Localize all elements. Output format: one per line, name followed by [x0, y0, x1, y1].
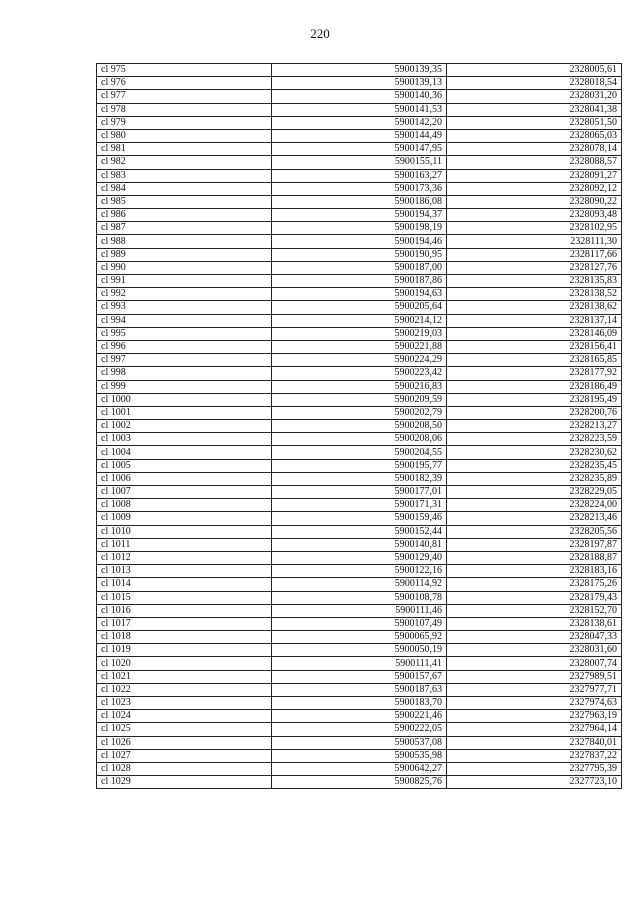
- table-row: [97, 538, 622, 551]
- y-coordinate-cell: 2328230,62: [447, 446, 622, 459]
- point-id-cell: cl 1014: [97, 578, 272, 591]
- x-coordinate-cell: 5900221,88: [272, 340, 447, 353]
- x-coordinate-cell: 5900642,27: [272, 762, 447, 775]
- point-id-cell: cl 1011: [97, 538, 272, 551]
- y-coordinate-cell: 2328213,27: [447, 420, 622, 433]
- table-row: [97, 420, 622, 433]
- coordinates-table: [96, 63, 622, 789]
- y-coordinate-cell: 2328092,12: [447, 182, 622, 195]
- point-id-cell: cl 1013: [97, 565, 272, 578]
- point-id-cell: cl 1017: [97, 617, 272, 630]
- x-coordinate-cell: 5900214,12: [272, 314, 447, 327]
- page-number: 220: [310, 26, 330, 41]
- y-coordinate-cell: 2328179,43: [447, 591, 622, 604]
- point-id-cell: cl 987: [97, 222, 272, 235]
- table-row: [97, 670, 622, 683]
- point-id-cell: cl 977: [97, 90, 272, 103]
- point-id-cell: cl 1026: [97, 736, 272, 749]
- point-id-cell: cl 996: [97, 340, 272, 353]
- x-coordinate-cell: 5900190,95: [272, 248, 447, 261]
- point-id-cell: cl 1016: [97, 604, 272, 617]
- x-coordinate-cell: 5900537,08: [272, 736, 447, 749]
- y-coordinate-cell: 2328195,49: [447, 393, 622, 406]
- point-id-cell: cl 1024: [97, 710, 272, 723]
- y-coordinate-cell: 2328235,45: [447, 459, 622, 472]
- table-row: [97, 340, 622, 353]
- table-row: [97, 314, 622, 327]
- x-coordinate-cell: 5900140,36: [272, 90, 447, 103]
- point-id-cell: cl 991: [97, 275, 272, 288]
- point-id-cell: cl 1022: [97, 683, 272, 696]
- x-coordinate-cell: 5900205,64: [272, 301, 447, 314]
- y-coordinate-cell: 2327964,14: [447, 723, 622, 736]
- table-row: [97, 762, 622, 775]
- table-row: [97, 327, 622, 340]
- y-coordinate-cell: 2328188,87: [447, 551, 622, 564]
- x-coordinate-cell: 5900108,78: [272, 591, 447, 604]
- table-row: [97, 182, 622, 195]
- x-coordinate-cell: 5900186,08: [272, 195, 447, 208]
- point-id-cell: cl 1004: [97, 446, 272, 459]
- point-id-cell: cl 982: [97, 156, 272, 169]
- y-coordinate-cell: 2327989,51: [447, 670, 622, 683]
- x-coordinate-cell: 5900221,46: [272, 710, 447, 723]
- table-row: [97, 604, 622, 617]
- x-coordinate-cell: 5900111,41: [272, 657, 447, 670]
- point-id-cell: cl 1002: [97, 420, 272, 433]
- y-coordinate-cell: 2328205,56: [447, 525, 622, 538]
- table-row: [97, 459, 622, 472]
- y-coordinate-cell: 2328093,48: [447, 209, 622, 222]
- x-coordinate-cell: 5900202,79: [272, 406, 447, 419]
- x-coordinate-cell: 5900144,49: [272, 129, 447, 142]
- y-coordinate-cell: 2328197,87: [447, 538, 622, 551]
- table-row: [97, 776, 622, 789]
- y-coordinate-cell: 2328078,14: [447, 143, 622, 156]
- y-coordinate-cell: 2328152,70: [447, 604, 622, 617]
- x-coordinate-cell: 5900114,92: [272, 578, 447, 591]
- x-coordinate-cell: 5900157,67: [272, 670, 447, 683]
- x-coordinate-cell: 5900111,46: [272, 604, 447, 617]
- x-coordinate-cell: 5900204,55: [272, 446, 447, 459]
- table-row: [97, 551, 622, 564]
- x-coordinate-cell: 5900183,70: [272, 697, 447, 710]
- x-coordinate-cell: 5900216,83: [272, 380, 447, 393]
- table-row: [97, 644, 622, 657]
- x-coordinate-cell: 5900139,13: [272, 77, 447, 90]
- x-coordinate-cell: 5900194,37: [272, 209, 447, 222]
- y-coordinate-cell: 2328137,14: [447, 314, 622, 327]
- y-coordinate-cell: 2328102,95: [447, 222, 622, 235]
- table-row: [97, 169, 622, 182]
- point-id-cell: cl 984: [97, 182, 272, 195]
- x-coordinate-cell: 5900163,27: [272, 169, 447, 182]
- x-coordinate-cell: 5900182,39: [272, 472, 447, 485]
- x-coordinate-cell: 5900050,19: [272, 644, 447, 657]
- y-coordinate-cell: 2328223,59: [447, 433, 622, 446]
- table-row: [97, 367, 622, 380]
- x-coordinate-cell: 5900187,63: [272, 683, 447, 696]
- y-coordinate-cell: 2328213,46: [447, 512, 622, 525]
- table-row: [97, 749, 622, 762]
- coordinates-table-body: [97, 64, 622, 789]
- y-coordinate-cell: 2328065,03: [447, 129, 622, 142]
- table-row: [97, 77, 622, 90]
- point-id-cell: cl 1020: [97, 657, 272, 670]
- y-coordinate-cell: 2328018,54: [447, 77, 622, 90]
- y-coordinate-cell: 2328117,66: [447, 248, 622, 261]
- point-id-cell: cl 998: [97, 367, 272, 380]
- x-coordinate-cell: 5900535,98: [272, 749, 447, 762]
- point-id-cell: cl 1009: [97, 512, 272, 525]
- point-id-cell: cl 988: [97, 235, 272, 248]
- table-row: [97, 275, 622, 288]
- y-coordinate-cell: 2327795,39: [447, 762, 622, 775]
- y-coordinate-cell: 2328165,85: [447, 354, 622, 367]
- table-row: [97, 657, 622, 670]
- y-coordinate-cell: 2327723,10: [447, 776, 622, 789]
- table-row: [97, 710, 622, 723]
- table-row: [97, 565, 622, 578]
- point-id-cell: cl 1027: [97, 749, 272, 762]
- table-row: [97, 472, 622, 485]
- table-row: [97, 222, 622, 235]
- point-id-cell: cl 994: [97, 314, 272, 327]
- table-row: [97, 736, 622, 749]
- point-id-cell: cl 993: [97, 301, 272, 314]
- table-row: [97, 209, 622, 222]
- y-coordinate-cell: 2328007,74: [447, 657, 622, 670]
- y-coordinate-cell: 2328175,26: [447, 578, 622, 591]
- y-coordinate-cell: 2328146,09: [447, 327, 622, 340]
- table-row: [97, 90, 622, 103]
- x-coordinate-cell: 5900224,29: [272, 354, 447, 367]
- x-coordinate-cell: 5900155,11: [272, 156, 447, 169]
- table-row: [97, 723, 622, 736]
- point-id-cell: cl 1015: [97, 591, 272, 604]
- y-coordinate-cell: 2327963,19: [447, 710, 622, 723]
- point-id-cell: cl 1008: [97, 499, 272, 512]
- table-row: [97, 433, 622, 446]
- x-coordinate-cell: 5900208,50: [272, 420, 447, 433]
- y-coordinate-cell: 2328127,76: [447, 261, 622, 274]
- y-coordinate-cell: 2328186,49: [447, 380, 622, 393]
- y-coordinate-cell: 2328111,30: [447, 235, 622, 248]
- y-coordinate-cell: 2328235,89: [447, 472, 622, 485]
- table-row: [97, 393, 622, 406]
- table-row: [97, 248, 622, 261]
- point-id-cell: cl 986: [97, 209, 272, 222]
- point-id-cell: cl 1012: [97, 551, 272, 564]
- y-coordinate-cell: 2328051,50: [447, 116, 622, 129]
- y-coordinate-cell: 2328156,41: [447, 340, 622, 353]
- x-coordinate-cell: 5900171,31: [272, 499, 447, 512]
- table-row: [97, 301, 622, 314]
- point-id-cell: cl 1005: [97, 459, 272, 472]
- table-row: [97, 525, 622, 538]
- table-row: [97, 195, 622, 208]
- y-coordinate-cell: 2328224,00: [447, 499, 622, 512]
- point-id-cell: cl 980: [97, 129, 272, 142]
- table-row: [97, 591, 622, 604]
- point-id-cell: cl 985: [97, 195, 272, 208]
- y-coordinate-cell: 2327837,22: [447, 749, 622, 762]
- x-coordinate-cell: 5900152,44: [272, 525, 447, 538]
- y-coordinate-cell: 2328047,33: [447, 631, 622, 644]
- table-row: [97, 143, 622, 156]
- x-coordinate-cell: 5900194,63: [272, 288, 447, 301]
- x-coordinate-cell: 5900147,95: [272, 143, 447, 156]
- point-id-cell: cl 1007: [97, 486, 272, 499]
- y-coordinate-cell: 2328138,61: [447, 617, 622, 630]
- y-coordinate-cell: 2328088,57: [447, 156, 622, 169]
- x-coordinate-cell: 5900107,49: [272, 617, 447, 630]
- y-coordinate-cell: 2328138,52: [447, 288, 622, 301]
- x-coordinate-cell: 5900122,16: [272, 565, 447, 578]
- table-row: [97, 64, 622, 77]
- x-coordinate-cell: 5900198,19: [272, 222, 447, 235]
- y-coordinate-cell: 2327977,71: [447, 683, 622, 696]
- table-row: [97, 103, 622, 116]
- x-coordinate-cell: 5900159,46: [272, 512, 447, 525]
- table-row: [97, 116, 622, 129]
- x-coordinate-cell: 5900825,76: [272, 776, 447, 789]
- table-row: [97, 512, 622, 525]
- table-row: [97, 499, 622, 512]
- x-coordinate-cell: 5900195,77: [272, 459, 447, 472]
- point-id-cell: cl 995: [97, 327, 272, 340]
- table-row: [97, 446, 622, 459]
- y-coordinate-cell: 2327840,01: [447, 736, 622, 749]
- point-id-cell: cl 1010: [97, 525, 272, 538]
- y-coordinate-cell: 2328183,16: [447, 565, 622, 578]
- table-row: [97, 617, 622, 630]
- table-row: [97, 129, 622, 142]
- x-coordinate-cell: 5900142,20: [272, 116, 447, 129]
- y-coordinate-cell: 2328138,62: [447, 301, 622, 314]
- table-row: [97, 697, 622, 710]
- point-id-cell: cl 976: [97, 77, 272, 90]
- y-coordinate-cell: 2328135,83: [447, 275, 622, 288]
- y-coordinate-cell: 2328005,61: [447, 64, 622, 77]
- x-coordinate-cell: 5900219,03: [272, 327, 447, 340]
- point-id-cell: cl 1003: [97, 433, 272, 446]
- point-id-cell: cl 990: [97, 261, 272, 274]
- x-coordinate-cell: 5900223,42: [272, 367, 447, 380]
- table-row: [97, 631, 622, 644]
- point-id-cell: cl 992: [97, 288, 272, 301]
- point-id-cell: cl 989: [97, 248, 272, 261]
- x-coordinate-cell: 5900129,40: [272, 551, 447, 564]
- x-coordinate-cell: 5900140,81: [272, 538, 447, 551]
- point-id-cell: cl 997: [97, 354, 272, 367]
- x-coordinate-cell: 5900209,59: [272, 393, 447, 406]
- point-id-cell: cl 1029: [97, 776, 272, 789]
- table-row: [97, 235, 622, 248]
- point-id-cell: cl 1028: [97, 762, 272, 775]
- table-row: [97, 486, 622, 499]
- x-coordinate-cell: 5900065,92: [272, 631, 447, 644]
- table-row: [97, 354, 622, 367]
- point-id-cell: cl 1025: [97, 723, 272, 736]
- point-id-cell: cl 1018: [97, 631, 272, 644]
- point-id-cell: cl 1006: [97, 472, 272, 485]
- point-id-cell: cl 1001: [97, 406, 272, 419]
- y-coordinate-cell: 2328041,38: [447, 103, 622, 116]
- y-coordinate-cell: 2328091,27: [447, 169, 622, 182]
- x-coordinate-cell: 5900187,86: [272, 275, 447, 288]
- x-coordinate-cell: 5900141,53: [272, 103, 447, 116]
- point-id-cell: cl 979: [97, 116, 272, 129]
- point-id-cell: cl 975: [97, 64, 272, 77]
- point-id-cell: cl 1019: [97, 644, 272, 657]
- point-id-cell: cl 978: [97, 103, 272, 116]
- table-row: [97, 578, 622, 591]
- point-id-cell: cl 1021: [97, 670, 272, 683]
- table-row: [97, 380, 622, 393]
- table-row: [97, 261, 622, 274]
- table-row: [97, 288, 622, 301]
- y-coordinate-cell: 2328031,60: [447, 644, 622, 657]
- point-id-cell: cl 981: [97, 143, 272, 156]
- x-coordinate-cell: 5900222,05: [272, 723, 447, 736]
- point-id-cell: cl 1023: [97, 697, 272, 710]
- x-coordinate-cell: 5900139,35: [272, 64, 447, 77]
- x-coordinate-cell: 5900173,36: [272, 182, 447, 195]
- y-coordinate-cell: 2327974,63: [447, 697, 622, 710]
- y-coordinate-cell: 2328177,92: [447, 367, 622, 380]
- y-coordinate-cell: 2328229,05: [447, 486, 622, 499]
- table-row: [97, 406, 622, 419]
- x-coordinate-cell: 5900208,06: [272, 433, 447, 446]
- table-row: [97, 683, 622, 696]
- point-id-cell: cl 983: [97, 169, 272, 182]
- y-coordinate-cell: 2328200,76: [447, 406, 622, 419]
- y-coordinate-cell: 2328090,22: [447, 195, 622, 208]
- x-coordinate-cell: 5900187,00: [272, 261, 447, 274]
- point-id-cell: cl 999: [97, 380, 272, 393]
- table-row: [97, 156, 622, 169]
- x-coordinate-cell: 5900194,46: [272, 235, 447, 248]
- x-coordinate-cell: 5900177,01: [272, 486, 447, 499]
- y-coordinate-cell: 2328031,20: [447, 90, 622, 103]
- point-id-cell: cl 1000: [97, 393, 272, 406]
